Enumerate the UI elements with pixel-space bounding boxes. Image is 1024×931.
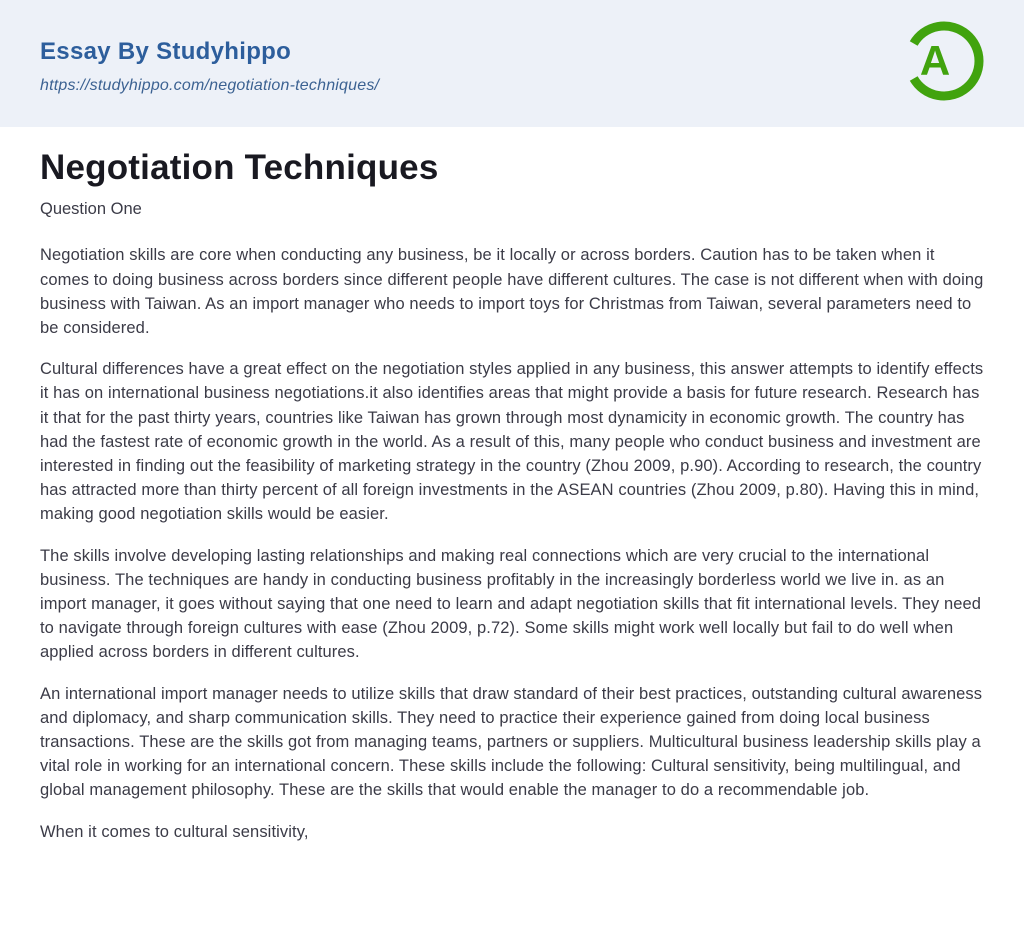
essay-paragraph-2: Cultural differences have a great effect on the negotiation styles applied in any business, this answer attempts to identify effects it has on international business negotiations.it also identifies areas that might provide a basis for future research. Research has it that for the past thirty years, countries like Taiwan has grown through most dynamicity in economic growth. The country has had the fastest rate of economic growth in the world. As a result of this, many people who conduct business and investment are interested in finding out the feasibility of marketing strategy in the country (Zhou 2009, p.90). According to research, the country has attracted more than thirty percent of all foreign investments in the ASEAN countries (Zhou 2009, p.80). Having this in mind, making good negotiation skills would be easier. xyxy=(40,360,984,524)
essay-paragraph-4: An international import manager needs to utilize skills that draw standard of their best practices, outstanding cultural awareness and diplomacy, and sharp communication skills. They need to practice their experience gained from doing local business transactions. These are the skills got from managing teams, partners or suppliers. Multicultural business leadership skills play a vital role in working for an international concern. These skills include the following: Cultural sensitivity, being multilingual, and global management philosophy. These are the skills that would enable the manager to do a recommendable job. xyxy=(40,684,983,800)
essay-subtitle: Question One xyxy=(40,199,142,218)
studyhippo-logo-icon xyxy=(904,21,984,101)
essay-content xyxy=(0,127,1024,844)
logo-letter: A xyxy=(919,37,951,84)
essay-url-link[interactable]: https://studyhippo.com/negotiation-techniques/ xyxy=(40,76,380,94)
essay-title: Negotiation Techniques xyxy=(40,148,439,187)
essay-paragraph-3: The skills involve developing lasting relationships and making real connections which are very crucial to the international business. The techniques are handy in conducting business profitably in the increasingly borderless world we live in. as an import manager, it goes without saying that one need to learn and adapt negotiation skills that fit international levels. They need to navigate through foreign cultures with ease (Zhou 2009, p.72). Some skills might work well locally but fail to do well when applied across borders in different cultures. xyxy=(40,546,982,662)
site-title: Essay By Studyhippo xyxy=(40,38,292,65)
essay-paragraph-1: Negotiation skills are core when conducting any business, be it locally or across borders. Caution has to be taken when it comes to doing business across borders since different people have different cultures. The case is not different when with doing business with Taiwan. As an import manager who needs to import toys for Christmas from Taiwan, several parameters need to be considered. xyxy=(40,246,984,338)
site-header xyxy=(0,0,1024,127)
essay-paragraph-5: When it comes to cultural sensitivity, xyxy=(40,822,309,841)
header-text-block xyxy=(40,38,984,95)
